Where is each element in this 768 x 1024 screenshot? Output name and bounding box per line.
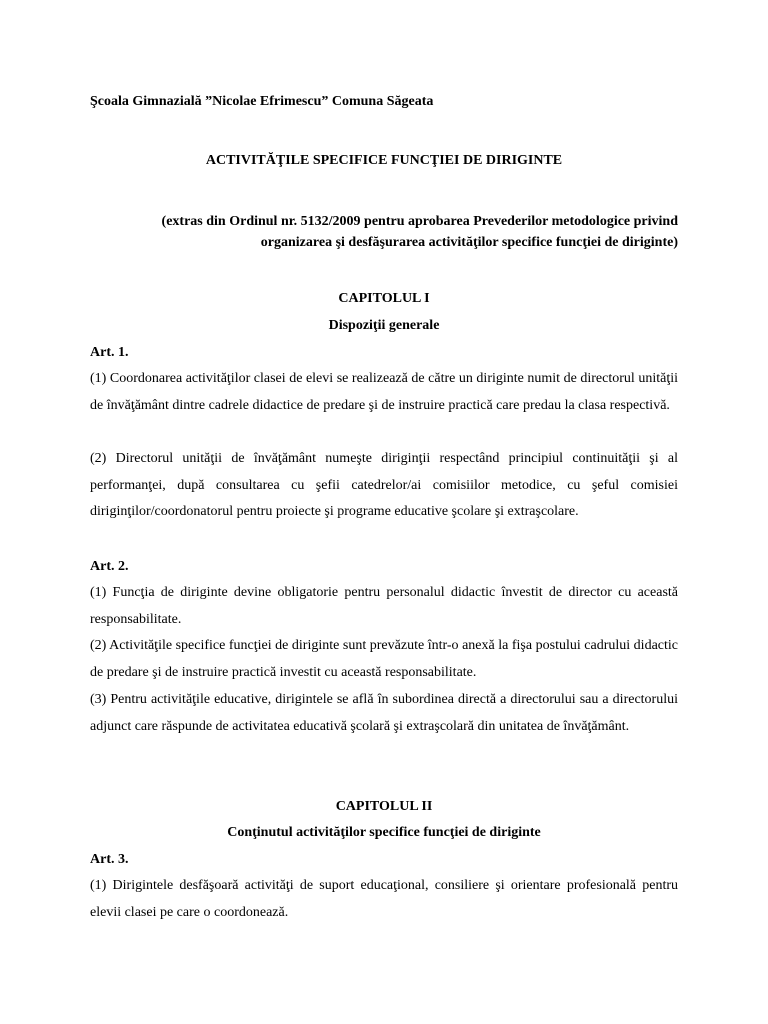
document-title: ACTIVITĂŢILE SPECIFICE FUNCŢIEI DE DIRIGINTE — [205, 153, 563, 168]
chapter-1-heading: CAPITOLUL I — [338, 291, 430, 306]
chapter-1-subheading: Dispoziţii generale — [328, 318, 440, 333]
art-3-label: Art. 3. — [90, 852, 129, 867]
art-2-paragraph-1: (1) Funcţia de diriginte devine obligatorie pentru personalul didactic învestit de director cu această responsabilitate. — [90, 585, 678, 627]
art-3-paragraph-1: (1) Dirigintele desfăşoară activităţi de suport educaţional, consiliere şi orientare profesională pentru elevii clasei pe care o coordonează. — [90, 878, 678, 920]
art-1-paragraph-2: (2) Directorul unităţii de învăţământ numeşte diriginţii respectând principiul continuităţii şi al performanţei, după consultarea cu şefii catedrelor/ai comisiilor metodice, cu şeful comisiei diriginţilor/coordonatorul pentru proiecte şi programe educative şcolare şi extraşcolare. — [90, 451, 678, 519]
art-2-paragraph-3: (3) Pentru activităţile educative, dirigintele se află în subordinea directă a directorului sau a directorului adjunct care răspunde de activitatea educativă şcolară şi extraşcolară din unitatea de învăţământ. — [90, 692, 678, 734]
art-1-paragraph-1: (1) Coordonarea activităţilor clasei de elevi se realizează de către un diriginte numit de directorul unităţii de învăţământ dintre cadrele didactice de predare şi de instruire practică care predau la clasa respectivă. — [90, 371, 678, 413]
art-2-label: Art. 2. — [90, 559, 129, 574]
chapter-2-subheading: Conţinutul activităţilor specifice funcţiei de diriginte — [227, 825, 541, 840]
art-2-paragraph-2: (2) Activităţile specifice funcţiei de diriginte sunt prevăzute într-o anexă la fişa postului cadrului didactic de predare şi de instruire practică investit cu această responsabilitate. — [90, 638, 678, 680]
art-1-label: Art. 1. — [90, 345, 129, 360]
subtitle-line-2: organizarea şi desfăşurarea activităţilor specifice funcţiei de diriginte) — [260, 235, 678, 250]
chapter-2-heading: CAPITOLUL II — [335, 799, 433, 814]
school-header: Şcoala Gimnazială ”Nicolae Efrimescu” Comuna Săgeata — [90, 94, 434, 109]
subtitle-line-1: (extras din Ordinul nr. 5132/2009 pentru aprobarea Prevederilor metodologice privind — [161, 214, 678, 229]
